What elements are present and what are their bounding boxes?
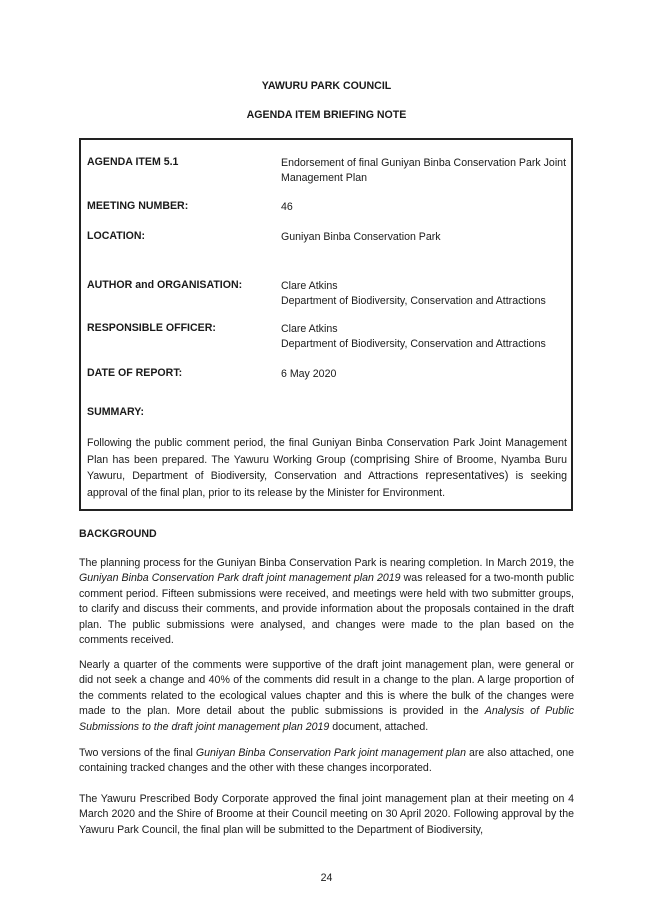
agenda-item-label: AGENDA ITEM 5.1: [87, 156, 179, 168]
page-number: 24: [320, 872, 333, 884]
responsible-officer-label: RESPONSIBLE OFFICER:: [87, 322, 216, 334]
background-heading: BACKGROUND: [79, 528, 157, 540]
background-paragraph-3: [79, 746, 574, 777]
responsible-officer-organisation: Department of Biodiversity, Conservation and Attractions: [281, 338, 546, 350]
author-organisation: Department of Biodiversity, Conservation and Attractions: [281, 295, 546, 307]
plan-title-italic: Guniyan Binba Conservation Park draft joint management plan 2019: [79, 572, 401, 585]
paragraph-text: document, attached.: [329, 720, 429, 733]
summary-text-part: Shire of Broome, Nyamba Buru Yawuru, Department of Biodiversity, Conservation and Attractions: [87, 453, 567, 482]
background-paragraph-1: [79, 556, 574, 648]
author-label: AUTHOR and ORGANISATION:: [87, 279, 243, 291]
agenda-info-box: [79, 138, 573, 511]
plan-title-italic: Guniyan Binba Conservation Park joint management plan: [195, 747, 466, 759]
responsible-officer-name: Clare Atkins: [281, 323, 338, 335]
responsible-officer-value: [281, 322, 571, 352]
summary-text-part: is seeking approval of the final plan, prior to its release by the Minister for Environment.: [87, 470, 567, 499]
summary-text: [87, 435, 567, 501]
council-title: YAWURU PARK COUNCIL: [261, 80, 392, 92]
summary-label: SUMMARY:: [87, 406, 145, 418]
author-name: Clare Atkins: [281, 280, 338, 292]
note-type-title: AGENDA ITEM BRIEFING NOTE: [246, 109, 407, 121]
paragraph-text: The planning process for the Guniyan Binba Conservation Park is nearing completion. In March 2019, the: [79, 557, 574, 569]
document-title-italic: Analysis of Public Submissions to the draft joint management plan 2019: [79, 705, 574, 733]
agenda-item-value: Endorsement of final Guniyan Binba Conservation Park Joint Management Plan: [281, 157, 567, 184]
date-of-report-label: DATE OF REPORT:: [87, 367, 183, 379]
summary-text-part: representatives): [425, 469, 509, 482]
paragraph-text: are also attached, one containing tracked changes and the other with these changes incorporated.: [79, 747, 574, 775]
paragraph-text: Nearly a quarter of the comments were supportive of the draft joint management plan, were general or did not seek a change and 40% of the comments did result in a change to the plan. A large proportion of the comments related to the ecological values chapter and this is where the bulk of the changes were made to the plan. More detail about the public submissions is provided in the: [79, 659, 574, 718]
author-value: [281, 279, 571, 309]
meeting-number-value: 46: [281, 201, 293, 213]
background-paragraph-4: The Yawuru Prescribed Body Corporate approved the final joint management plan at their meeting on 4 March 2020 and the Shire of Broome at their Council meeting on 30 April 2020. Following approval by the Yawuru Park Council, the final plan will be submitted to the Department of Biodiversity,: [79, 793, 574, 836]
location-value: Guniyan Binba Conservation Park: [281, 231, 441, 243]
paragraph-text: was released for a two-month public comment period. Fifteen submissions were received, and meetings were held with two submitter groups, to clarify and discuss their comments, and provide information about the proposals contained in the draft plan. The public submissions were analysed, and changes were made to the plan based on the comments received.: [79, 572, 574, 647]
date-of-report-value: 6 May 2020: [281, 368, 337, 380]
summary-text-part: (comprising: [349, 452, 410, 466]
background-paragraph-2: [79, 658, 574, 735]
location-label: LOCATION:: [87, 230, 146, 242]
paragraph-text: Two versions of the final: [79, 747, 196, 759]
summary-text-part: Following the public comment period, the final Guniyan Binba Conservation Park Joint Management Plan has been prepared. The Yawuru Working Group: [87, 437, 567, 466]
meeting-number-label: MEETING NUMBER:: [87, 200, 189, 212]
